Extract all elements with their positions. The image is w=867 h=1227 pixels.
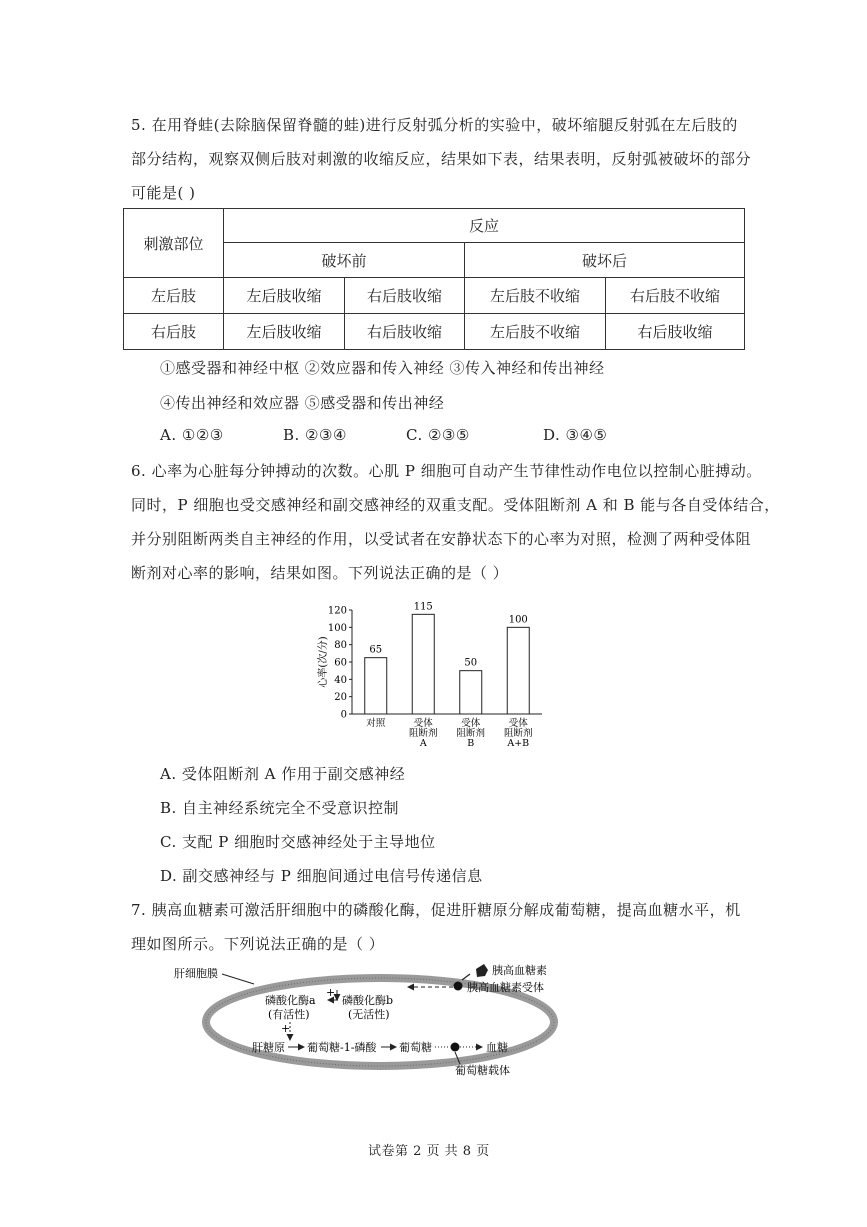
table-cell: 右后肢收缩	[345, 314, 465, 350]
bar	[365, 658, 387, 714]
x-category-label: 受体	[508, 718, 528, 729]
glucose-label: 葡萄糖	[399, 1041, 432, 1054]
x-category-label: A+B	[507, 738, 530, 749]
table-header-response: 反应	[224, 209, 745, 243]
table-row	[124, 278, 745, 314]
x-category-label: 阻断剂	[408, 728, 438, 739]
q5-stem-line3: 可能是( )	[131, 184, 196, 202]
y-tick-label: 80	[334, 640, 347, 652]
y-tick-label: 100	[327, 622, 347, 634]
table-cell: 左后肢不收缩	[465, 278, 606, 314]
table-cell: 右后肢不收缩	[606, 278, 745, 314]
glucagon-icon	[476, 964, 488, 977]
bar	[507, 627, 529, 714]
x-category-label: A	[419, 738, 427, 749]
transporter-label: 葡萄糖载体	[455, 1064, 510, 1077]
bar-value-label: 115	[413, 601, 433, 613]
q6-option-a: A. 受体阻断剂 A 作用于副交感神经	[160, 765, 406, 783]
blood-glucose-label: 血糖	[486, 1041, 508, 1054]
table-cell: 右后肢	[124, 314, 224, 350]
membrane-label: 肝细胞膜	[174, 967, 218, 980]
enzyme-b-label: 磷酸化酶b	[342, 994, 394, 1007]
q6-option-b: B. 自主神经系统完全不受意识控制	[160, 799, 400, 817]
plus-sign: +	[281, 1022, 291, 1035]
q5-items-line2: ④传出神经和效应器 ⑤感受器和传出神经	[160, 394, 445, 412]
y-tick-label: 60	[334, 657, 347, 669]
q6-stem-line2: 同时，P 细胞也受交感神经和副交感神经的双重支配。受体阻断剂 A 和 B 能与各自受体结合，	[131, 496, 780, 514]
table-header-before: 破坏前	[224, 243, 465, 278]
g1p-label: 葡萄糖-1-磷酸	[307, 1041, 377, 1054]
x-category-label: 阻断剂	[503, 728, 533, 739]
receptor-icon	[454, 982, 463, 991]
glucagon-label: 胰高血糖素	[492, 964, 547, 977]
bar	[460, 671, 482, 714]
table-header-after: 破坏后	[465, 243, 745, 278]
table-cell: 右后肢收缩	[606, 314, 745, 350]
glycogen-label: 肝糖原	[252, 1041, 285, 1054]
enzyme-b-state: (无活性)	[348, 1008, 390, 1021]
y-tick-label: 0	[340, 709, 347, 721]
q6-stem-line3: 并分别阻断两类自主神经的作用，以受试者在安静状态下的心率为对照，检测了两种受体阻	[131, 530, 752, 548]
table-row	[124, 314, 745, 350]
x-category-label: 受体	[461, 718, 481, 729]
table-cell: 左后肢	[124, 278, 224, 314]
receptor-label: 胰高血糖素受体	[467, 981, 544, 994]
x-category-label: B	[467, 738, 475, 749]
q7-stem-line1: 7. 胰高血糖素可激活肝细胞中的磷酸化酶，促进肝糖原分解成葡萄糖，提高血糖水平，机	[131, 901, 741, 919]
q6-stem-line1: 6. 心率为心脏每分钟搏动的次数。心肌 P 细胞可自动产生节律性动作电位以控制心脏搏动。	[131, 462, 762, 480]
bar-value-label: 65	[369, 644, 383, 656]
plus-sign: +	[326, 986, 336, 999]
x-category-label: 阻断剂	[456, 728, 486, 739]
q5-items-line1: ①感受器和神经中枢 ②效应器和传入神经 ③传入神经和传出神经	[160, 359, 605, 377]
enzyme-a-label: 磷酸化酶a	[265, 994, 316, 1007]
q5-option-d: D. ③④⑤	[543, 426, 608, 444]
q5-option-b: B. ②③④	[283, 426, 347, 444]
y-axis-label: 心率(次/分)	[318, 636, 329, 688]
y-tick-label: 20	[334, 692, 347, 704]
q6-stem-line4: 断剂对心率的影响，结果如图。下列说法正确的是（ ）	[131, 564, 509, 582]
enzyme-a-state: (有活性)	[268, 1008, 310, 1021]
table-cell: 左后肢不收缩	[465, 314, 606, 350]
q5-stem-line1: 5. 在用脊蛙(去除脑保留脊髓的蛙)进行反射弧分析的实验中，破坏缩腿反射弧在左后肢的	[131, 116, 738, 134]
q5-stem-line2: 部分结构，观察双侧后肢对刺激的收缩反应，结果如下表，结果表明，反射弧被破坏的部分	[131, 150, 752, 168]
q6-option-d: D. 副交感神经与 P 细胞间通过电信号传递信息	[160, 867, 483, 885]
table-header-site: 刺激部位	[124, 209, 224, 278]
x-category-label: 受体	[413, 718, 433, 729]
glucagon-mechanism-diagram	[170, 960, 590, 1080]
bar	[412, 614, 434, 714]
y-tick-label: 120	[327, 605, 347, 617]
y-tick-label: 40	[334, 674, 347, 686]
page-footer: 试卷第 2 页 共 8 页	[368, 1144, 490, 1159]
table-cell: 右后肢收缩	[345, 278, 465, 314]
bar-value-label: 100	[508, 614, 528, 626]
q6-option-c: C. 支配 P 细胞时交感神经处于主导地位	[160, 833, 436, 851]
table-cell: 左后肢收缩	[224, 278, 345, 314]
bar-value-label: 50	[464, 657, 478, 669]
x-category-label: 对照	[366, 718, 386, 729]
q5-option-a: A. ①②③	[160, 426, 224, 444]
table-cell: 左后肢收缩	[224, 314, 345, 350]
q5-results-table	[123, 208, 745, 350]
q5-option-c: C. ②③⑤	[406, 426, 470, 444]
q7-stem-line2: 理如图所示。下列说法正确的是（ ）	[131, 935, 385, 953]
heart-rate-bar-chart	[310, 598, 555, 758]
transporter-icon	[451, 1043, 460, 1052]
